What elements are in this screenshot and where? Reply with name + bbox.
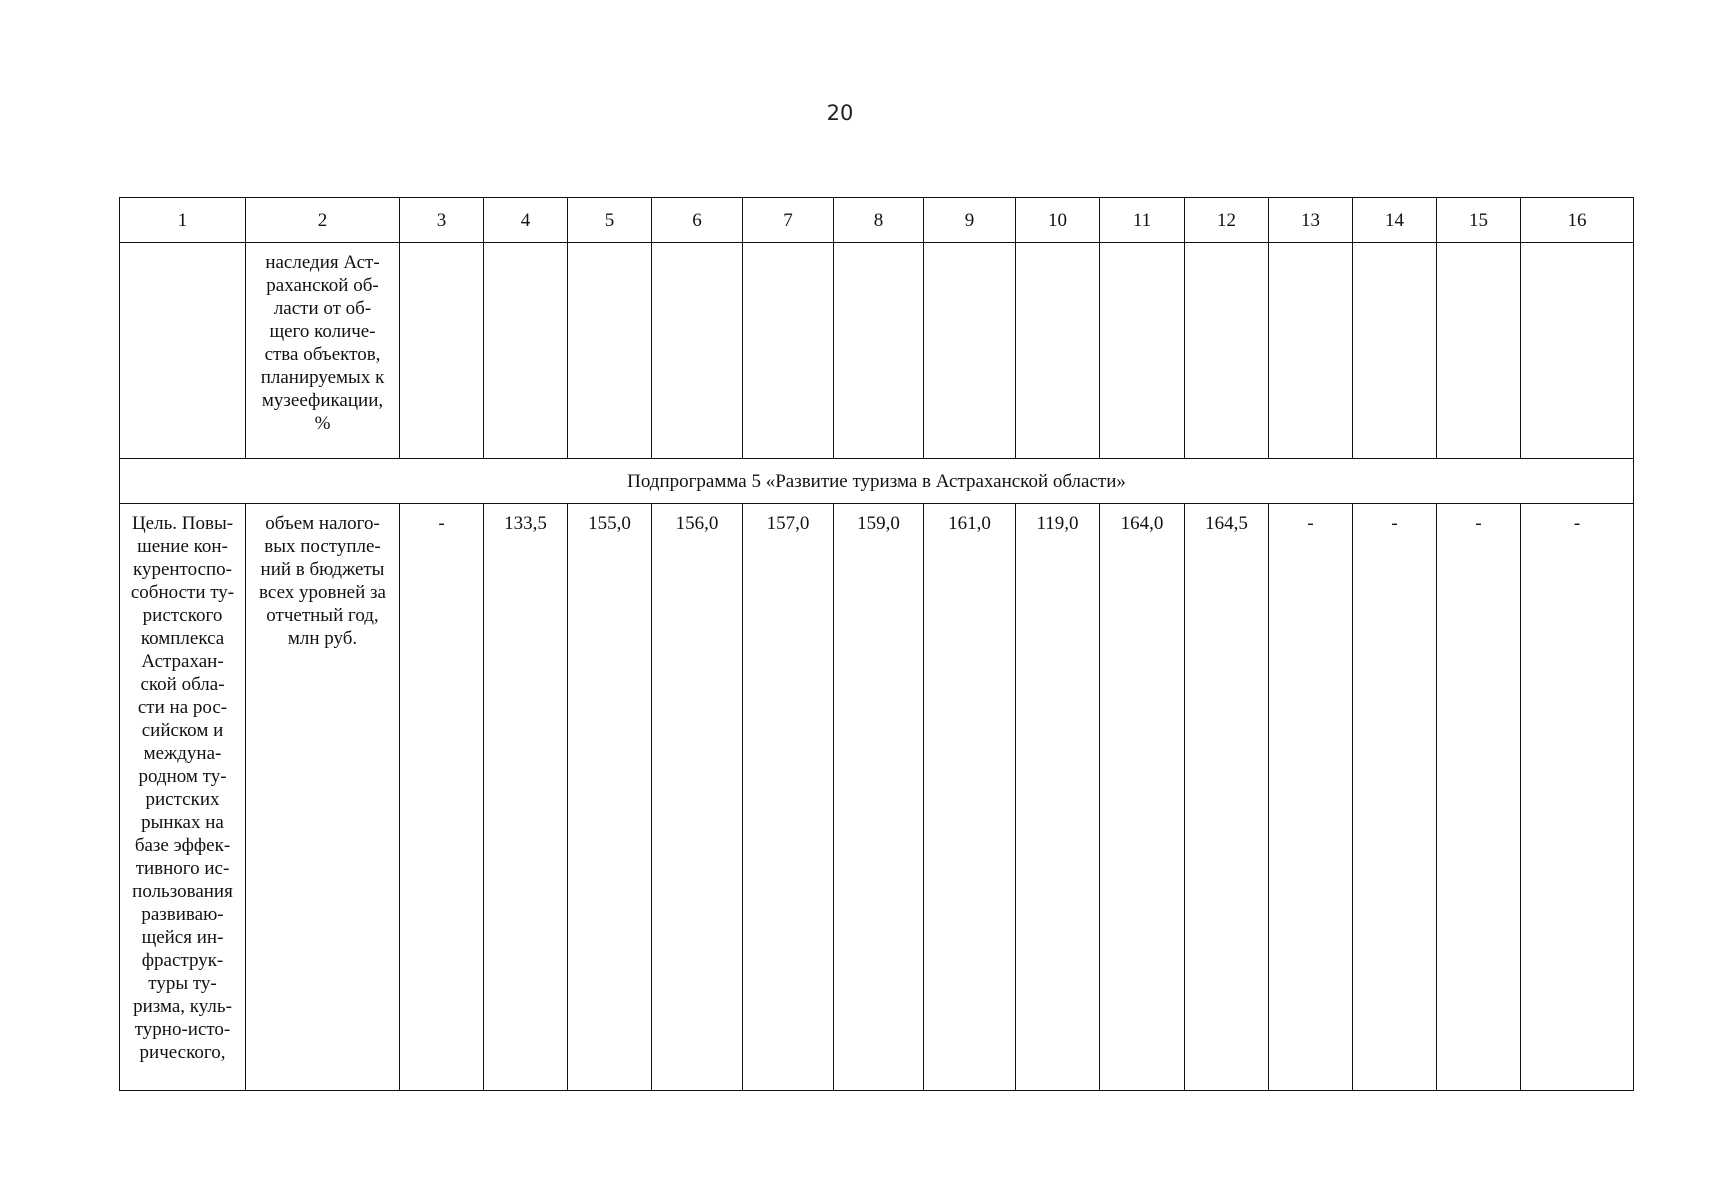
value-cell: 159,0 [834, 504, 924, 1091]
value-cell [484, 243, 568, 459]
value-cell [1016, 243, 1100, 459]
header-cell: 11 [1100, 198, 1185, 243]
value-cell: 164,5 [1185, 504, 1269, 1091]
header-cell: 15 [1437, 198, 1521, 243]
value-cell: 164,0 [1100, 504, 1185, 1091]
subprogram-title: Подпрограмма 5 «Развитие туризма в Астраханской области» [120, 459, 1634, 504]
value-cell: 157,0 [743, 504, 834, 1091]
table-row [120, 504, 1634, 1091]
header-cell: 5 [568, 198, 652, 243]
header-cell: 10 [1016, 198, 1100, 243]
value-cell [1353, 243, 1437, 459]
value-cell: 119,0 [1016, 504, 1100, 1091]
header-row [120, 198, 1634, 243]
indicator-cell [246, 504, 400, 1091]
value-cell [568, 243, 652, 459]
header-cell: 7 [743, 198, 834, 243]
indicator-text: объем налого- вых поступле- ний в бюджеты всех уровней за отчетный год, млн руб. [259, 513, 386, 649]
value-cell [924, 243, 1016, 459]
value-cell [1185, 243, 1269, 459]
value-cell: - [1269, 504, 1353, 1091]
goal-text: Цель. Повы- шение кон- курентоспо- собности ту- ристского комплекса Астрахан- ской обла- сти на рос- сийском и междуна- родном ту- ристских рынках на базе эффек- тивного ис- пользования развиваю- щейся ин- фраструк- туры ту- ризма, куль- турно-исто- рического, [130, 513, 235, 1063]
value-cell [834, 243, 924, 459]
header-cell: 6 [652, 198, 743, 243]
value-cell: 155,0 [568, 504, 652, 1091]
header-cell: 8 [834, 198, 924, 243]
table-row [120, 243, 1634, 459]
value-cell [1437, 243, 1521, 459]
value-cell [1521, 243, 1634, 459]
indicators-table [119, 197, 1634, 1091]
header-cell: 13 [1269, 198, 1353, 243]
goal-cell [120, 504, 246, 1091]
page-number: 20 [826, 101, 854, 125]
value-cell: 161,0 [924, 504, 1016, 1091]
goal-cell [120, 243, 246, 459]
value-cell [652, 243, 743, 459]
header-cell: 16 [1521, 198, 1634, 243]
header-cell: 9 [924, 198, 1016, 243]
value-cell: - [1437, 504, 1521, 1091]
header-cell: 12 [1185, 198, 1269, 243]
header-cell: 1 [120, 198, 246, 243]
value-cell [400, 243, 484, 459]
value-cell [1269, 243, 1353, 459]
subprogram-row [120, 459, 1634, 504]
header-cell: 2 [246, 198, 400, 243]
value-cell [743, 243, 834, 459]
header-cell: 3 [400, 198, 484, 243]
value-cell: - [400, 504, 484, 1091]
header-cell: 4 [484, 198, 568, 243]
value-cell: - [1353, 504, 1437, 1091]
value-cell: 156,0 [652, 504, 743, 1091]
value-cell: - [1521, 504, 1634, 1091]
header-cell: 14 [1353, 198, 1437, 243]
indicator-cell [246, 243, 400, 459]
value-cell [1100, 243, 1185, 459]
value-cell: 133,5 [484, 504, 568, 1091]
indicator-text: наследия Аст- раханской об- ласти от об- щего количе- ства объектов, планируемых к музеефикации, % [260, 252, 385, 434]
